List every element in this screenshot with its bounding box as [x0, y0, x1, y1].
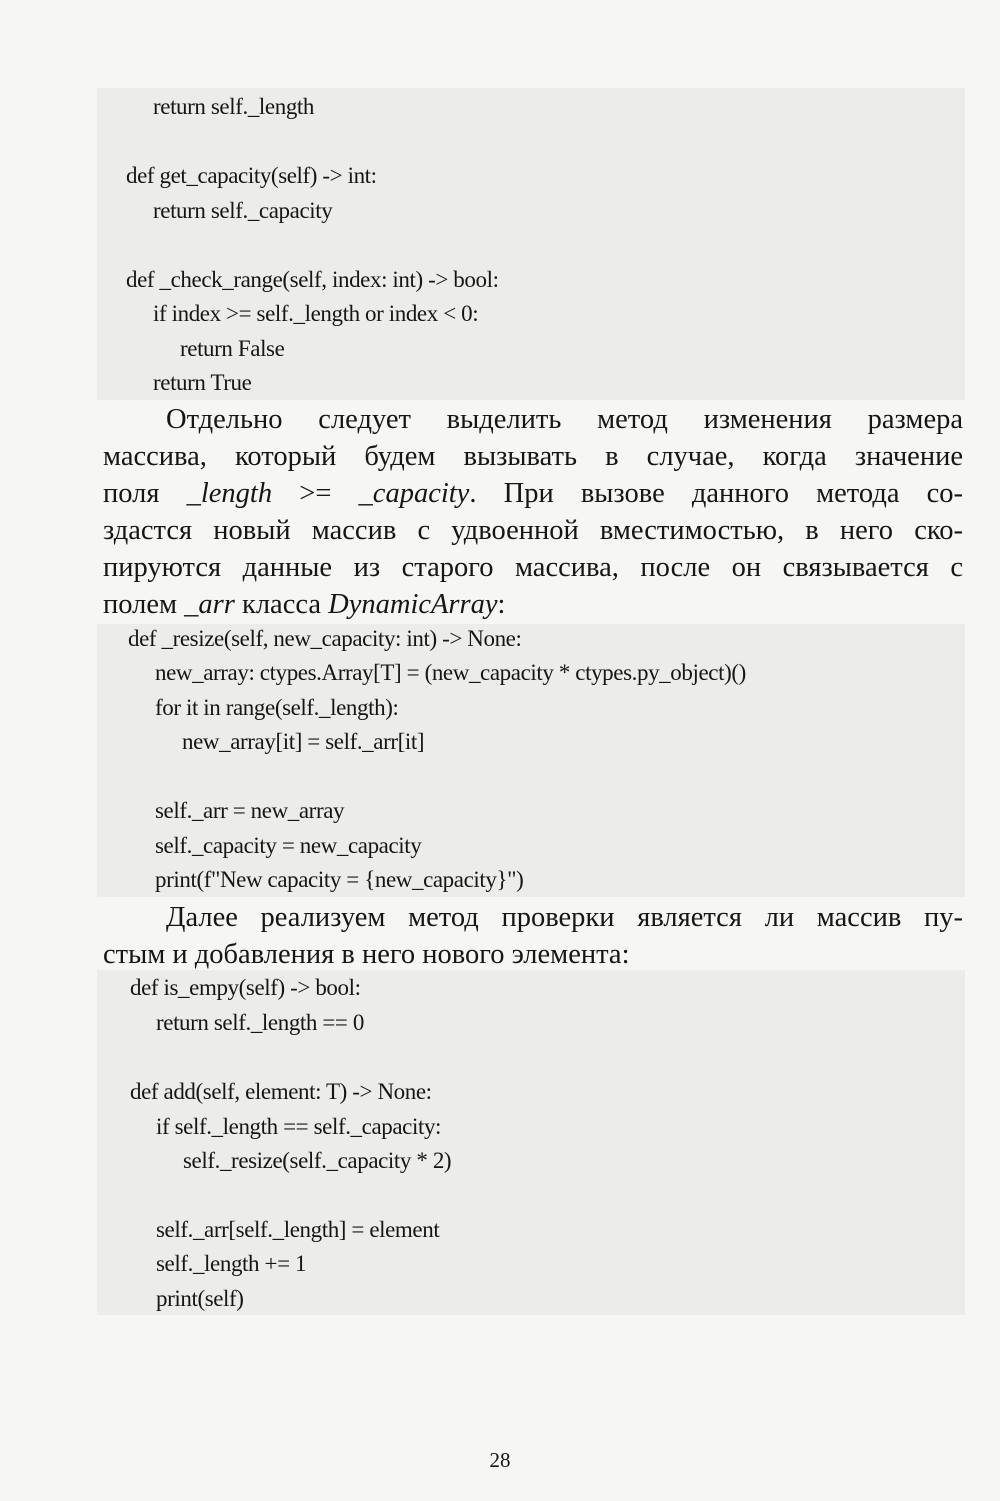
paragraph-line	[103, 475, 963, 512]
variable-name: _arr	[184, 589, 235, 620]
code-line: new_array: ctypes.Array[T] = (new_capacity * ctypes.py_object)()	[155, 660, 746, 685]
text-fragment: . При вызове данного метода со-	[469, 478, 963, 509]
code-line: def _check_range(self, index: int) -> bool:	[126, 267, 499, 292]
code-line: print(f"New capacity = {new_capacity}")	[155, 867, 524, 892]
text-fragment: полем	[103, 589, 185, 620]
code-line: self._capacity = new_capacity	[155, 833, 422, 858]
code-line: if self._length == self._capacity:	[156, 1114, 442, 1139]
text-fragment: класса	[234, 589, 329, 620]
code-line: self._length += 1	[156, 1251, 307, 1276]
code-line: return False	[180, 336, 285, 361]
variable-name: _capacity	[358, 478, 470, 509]
code-line: return self._length == 0	[156, 1010, 364, 1035]
text-fragment: :	[497, 589, 506, 620]
code-line: return self._length	[153, 94, 315, 119]
code-line: def add(self, element: T) -> None:	[130, 1079, 432, 1104]
body-paragraph	[103, 899, 963, 973]
paragraph-line: стым и добавления в него нового элемента:	[103, 939, 630, 970]
paragraph-line: пируются данные из старого массива, после он связывается с	[103, 552, 963, 583]
code-line: self._arr[self._length] = element	[156, 1217, 440, 1242]
code-line: print(self)	[156, 1286, 244, 1311]
variable-name: _length	[186, 478, 273, 509]
body-paragraph	[103, 401, 963, 623]
code-line: for it in range(self._length):	[155, 695, 399, 720]
class-name: DynamicArray	[328, 589, 498, 620]
code-line: def get_capacity(self) -> int:	[126, 163, 377, 188]
operator-text: >=	[272, 478, 359, 509]
paragraph-line	[103, 586, 963, 623]
code-line: return self._capacity	[153, 198, 333, 223]
code-line: new_array[it] = self._arr[it]	[182, 729, 425, 754]
text-fragment: поля	[103, 478, 187, 509]
paragraph-line: массива, который будем вызывать в случае, когда значение	[103, 441, 963, 472]
paragraph-line: Отдельно следует выделить метод изменения размера	[166, 404, 963, 435]
page-number: 28	[489, 1448, 511, 1472]
paragraph-line: здастся новый массив с удвоенной вместимостью, в него ско-	[103, 515, 963, 546]
code-line: def _resize(self, new_capacity: int) -> None:	[128, 626, 522, 651]
code-line: if index >= self._length or index < 0:	[153, 301, 479, 326]
paragraph-line: Далее реализуем метод проверки является ли массив пу-	[166, 902, 963, 933]
code-line: return True	[153, 370, 252, 395]
code-line: self._resize(self._capacity * 2)	[183, 1148, 452, 1173]
code-line: def is_empy(self) -> bool:	[130, 975, 361, 1000]
code-line: self._arr = new_array	[155, 798, 345, 823]
